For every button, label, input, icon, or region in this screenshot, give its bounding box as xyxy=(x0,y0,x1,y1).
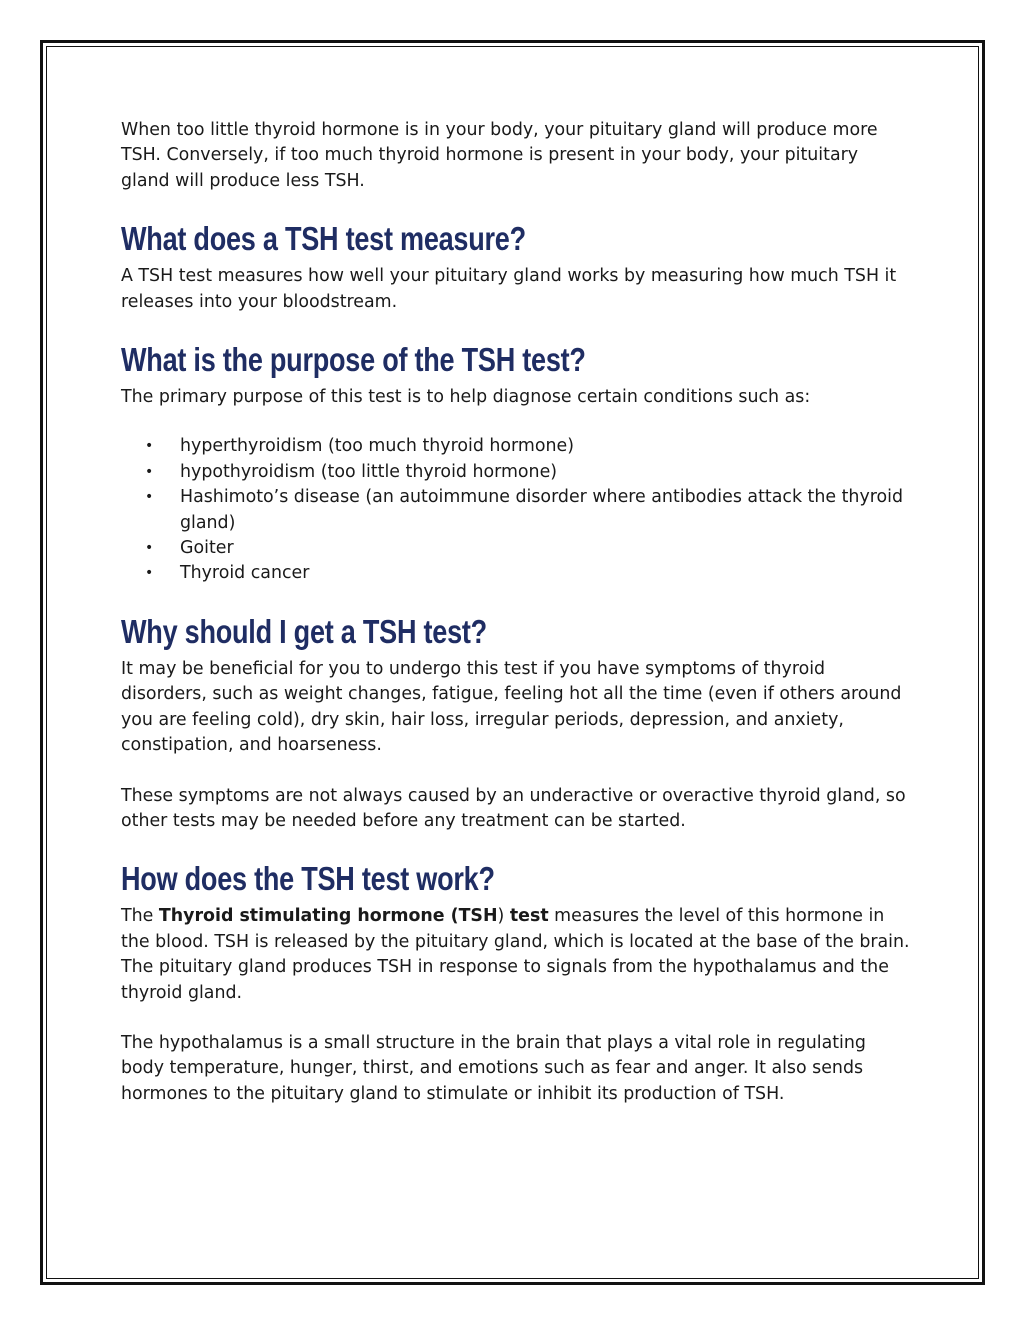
section-why xyxy=(121,613,911,834)
list-item: • Hashimoto’s disease (an autoimmune disorder where antibodies attack the thyroid gland) xyxy=(145,487,904,533)
how-paragraph-2: The hypothalamus is a small structure in the brain that plays a vital role in regulating body temperature, hunger, thirst, and emotions such as fear and anger. It also sends hormones to the pituitary gland to stimulate or inhibit its production of TSH. xyxy=(121,1032,866,1104)
why-paragraph-1: It may be beneficial for you to undergo this test if you have symptoms of thyroid disorders, such as weight changes, fatigue, feeling hot all the time (even if others around you are feeling cold), dry skin, hair loss, irregular periods, depression, and anxiety, constipation, and hoarseness. xyxy=(121,658,902,756)
bullet-icon: • xyxy=(145,463,154,480)
section-purpose xyxy=(121,341,911,587)
list-item: • Goiter xyxy=(180,536,911,561)
list-item: • Thyroid cancer xyxy=(180,561,911,586)
how-paragraph-1: The Thyroid stimulating hormone (TSH) test measures the level of this hormone in the blood. TSH is released by the pituitary gland, which is located at the base of the brain. The pituitary gland produces TSH in response to signals from the hypothalamus and the thyroid gland. xyxy=(121,906,910,1003)
bullet-icon: • xyxy=(145,565,154,582)
heading-purpose: What is the purpose of the TSH test? xyxy=(121,341,586,379)
list-item: • hypothyroidism (too little thyroid hormone) xyxy=(180,460,911,485)
bullet-icon: • xyxy=(145,489,154,506)
conditions-list xyxy=(121,434,911,586)
test-term: test xyxy=(509,906,549,927)
document-body xyxy=(121,118,911,1133)
why-paragraph-2: These symptoms are not always caused by an underactive or overactive thyroid gland, so other tests may be needed before any treatment can be started. xyxy=(121,785,906,831)
bullet-icon: • xyxy=(145,540,154,557)
heading-measure: What does a TSH test measure? xyxy=(121,220,526,258)
purpose-paragraph: The primary purpose of this test is to help diagnose certain conditions such as: xyxy=(121,387,811,408)
bullet-icon: • xyxy=(145,438,154,455)
heading-how: How does the TSH test work? xyxy=(121,860,495,898)
measure-paragraph: A TSH test measures how well your pituitary gland works by measuring how much TSH it releases into your bloodstream. xyxy=(121,266,897,312)
section-measure xyxy=(121,220,911,315)
heading-why: Why should I get a TSH test? xyxy=(121,612,487,650)
intro-paragraph: When too little thyroid hormone is in your body, your pituitary gland will produce more TSH. Conversely, if too much thyroid hormone is present in your body, your pituitary gland will produce less TSH. xyxy=(121,120,878,191)
tsh-term: Thyroid stimulating hormone (TSH xyxy=(158,906,498,927)
section-how xyxy=(121,860,911,1107)
list-item: • hyperthyroidism (too much thyroid hormone) xyxy=(180,434,911,459)
